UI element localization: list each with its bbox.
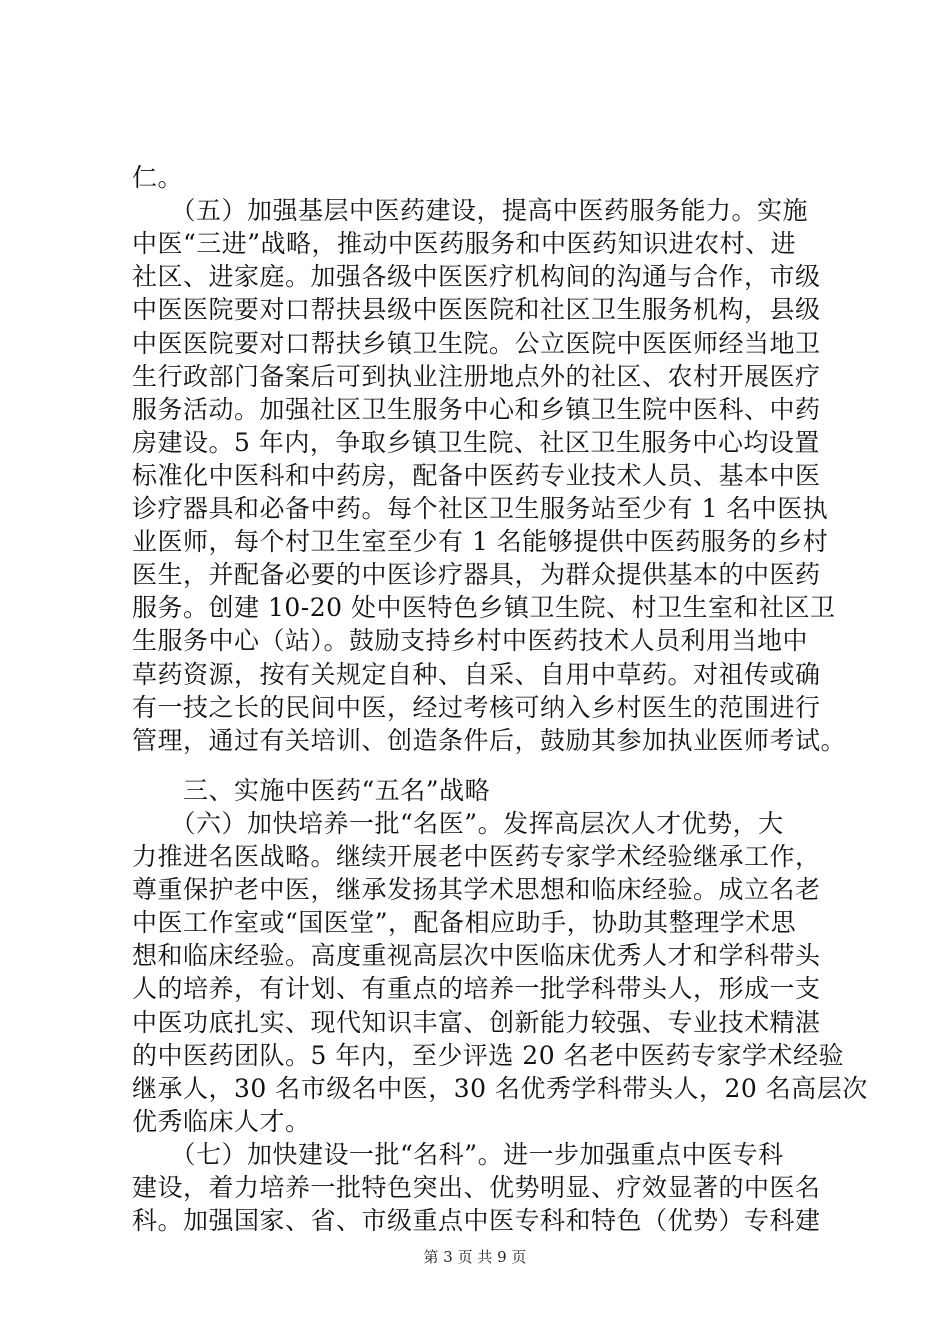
- text-line: 继承人，30 名市级名中医，30 名优秀学科带头人，20 名高层次: [132, 1074, 868, 1103]
- text-line: 有一技之长的民间中医，经过考核可纳入乡村医生的范围进行: [132, 693, 821, 722]
- text-line: 诊疗器具和必备中药。每个社区卫生服务站至少有 1 名中医执: [132, 494, 829, 523]
- text-line: 中医功底扎实、现代知识丰富、创新能力较强、专业技术精湛: [132, 1008, 821, 1037]
- text-line: 管理，通过有关培训、创造条件后，鼓励其参加执业医师考试。: [132, 726, 847, 755]
- text-line: 业医师，每个村卫生室至少有 1 名能够提供中医药服务的乡村: [132, 527, 829, 556]
- text-line: 中医“三进”战略，推动中医药服务和中医药知识进农村、进: [132, 229, 797, 258]
- text-line: 医生，并配备必要的中医诊疗器具，为群众提供基本的中医药: [132, 560, 821, 589]
- text-line: 服务活动。加强社区卫生服务中心和乡镇卫生院中医科、中药: [132, 395, 821, 424]
- text-line: 想和临床经验。高度重视高层次中医临床优秀人才和学科带头: [132, 941, 821, 970]
- text-line: 生服务中心（站）。鼓励支持乡村中医药技术人员利用当地中: [132, 626, 809, 655]
- text-line: （五）加强基层中医药建设，提高中医药服务能力。实施: [132, 196, 809, 225]
- text-line: 社区、进家庭。加强各级中医医疗机构间的沟通与合作，市级: [132, 262, 821, 291]
- text-line: 科。加强国家、省、市级重点中医专科和特色（优势）专科建: [132, 1206, 821, 1235]
- text-line: 尊重保护老中医，继承发扬其学术思想和临床经验。成立名老: [132, 875, 821, 904]
- text-line: 三、实施中医药“五名”战略: [132, 776, 491, 805]
- text-line: 房建设。5 年内，争取乡镇卫生院、社区卫生服务中心均设置: [132, 428, 820, 457]
- page-footer: 第 3 页 共 9 页: [423, 1248, 527, 1266]
- text-line: 建设，着力培养一批特色突出、优势明显、疗效显著的中医名: [132, 1173, 821, 1202]
- text-line: （七）加快建设一批“名科”。进一步加强重点中医专科: [132, 1140, 784, 1169]
- text-line: 中医医院要对口帮扶乡镇卫生院。公立医院中医医师经当地卫: [132, 329, 821, 358]
- text-line: 服务。创建 10-20 处中医特色乡镇卫生院、村卫生室和社区卫: [132, 593, 836, 622]
- text-line: 标准化中医科和中药房，配备中医药专业技术人员、基本中医: [132, 461, 821, 490]
- text-line: 生行政部门备案后可到执业注册地点外的社区、农村开展医疗: [132, 362, 821, 391]
- text-line: 中医医院要对口帮扶县级中医医院和社区卫生服务机构，县级: [132, 295, 821, 324]
- text-line: 草药资源，按有关规定自种、自采、自用中草药。对祖传或确: [132, 660, 821, 689]
- text-line: 的中医药团队。5 年内，至少评选 20 名老中医药专家学术经验: [132, 1041, 845, 1070]
- text-line: 人的培养，有计划、有重点的培养一批学科带头人，形成一支: [132, 974, 821, 1003]
- text-line: 优秀临床人才。: [132, 1107, 311, 1136]
- text-line: 仁。: [132, 163, 184, 192]
- text-line: 中医工作室或“国医堂”，配备相应助手，协助其整理学术思: [132, 908, 797, 937]
- text-line: （六）加快培养一批“名医”。发挥高层次人才优势，大: [132, 809, 784, 838]
- text-line: 力推进名医战略。继续开展老中医药专家学术经验继承工作，: [132, 842, 821, 871]
